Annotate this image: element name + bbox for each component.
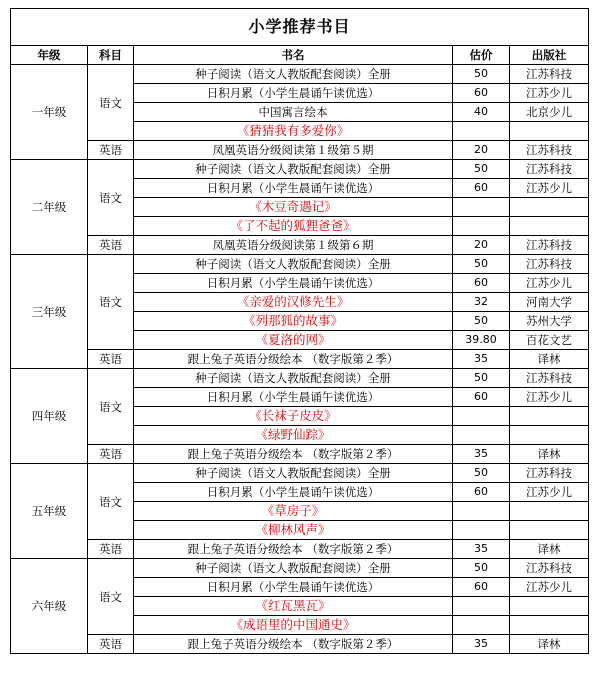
book-title-cell: 跟上兔子英语分级绘本 （数字版第２季） (134, 540, 453, 559)
publisher-cell: 江苏科技 (510, 559, 589, 578)
book-title-cell: 跟上兔子英语分级绘本 （数字版第２季） (134, 350, 453, 369)
book-title-cell: 凤凰英语分级阅读第１级第６期 (134, 236, 453, 255)
publisher-cell: 江苏少儿 (510, 84, 589, 103)
book-title-cell: 日积月累（小学生晨诵午读优选） (134, 388, 453, 407)
price-cell (453, 217, 510, 236)
book-title-cell: 《夏洛的网》 (134, 331, 453, 350)
subject-cell-english: 英语 (88, 540, 134, 559)
price-cell: 35 (453, 350, 510, 369)
recommended-books-table (10, 8, 589, 654)
publisher-cell (510, 521, 589, 540)
grade-cell: 二年级 (11, 160, 88, 255)
book-title-cell: 种子阅读（语文人教版配套阅读）全册 (134, 255, 453, 274)
publisher-cell: 百花文艺 (510, 331, 589, 350)
book-title-cell: 《成语里的中国通史》 (134, 616, 453, 635)
publisher-cell: 江苏科技 (510, 464, 589, 483)
grade-cell: 三年级 (11, 255, 88, 369)
price-cell: 39.80 (453, 331, 510, 350)
price-cell: 50 (453, 255, 510, 274)
book-title-cell: 跟上兔子英语分级绘本 （数字版第２季） (134, 635, 453, 654)
price-cell: 32 (453, 293, 510, 312)
grade-cell: 五年级 (11, 464, 88, 559)
book-title-cell: 中国寓言绘本 (134, 103, 453, 122)
book-title-cell: 日积月累（小学生晨诵午读优选） (134, 274, 453, 293)
publisher-cell: 译林 (510, 350, 589, 369)
book-title-cell: 《柳林风声》 (134, 521, 453, 540)
price-cell: 35 (453, 540, 510, 559)
book-title-cell: 种子阅读（语文人教版配套阅读）全册 (134, 559, 453, 578)
publisher-cell: 译林 (510, 445, 589, 464)
publisher-cell: 江苏少儿 (510, 388, 589, 407)
subject-cell-english: 英语 (88, 635, 134, 654)
price-cell: 60 (453, 274, 510, 293)
price-cell (453, 521, 510, 540)
subject-cell-chinese: 语文 (88, 160, 134, 236)
price-cell: 50 (453, 160, 510, 179)
book-title-cell: 日积月累（小学生晨诵午读优选） (134, 483, 453, 502)
price-cell: 50 (453, 369, 510, 388)
price-cell: 60 (453, 84, 510, 103)
book-title-cell: 《红瓦黑瓦》 (134, 597, 453, 616)
price-cell: 50 (453, 464, 510, 483)
price-cell: 50 (453, 559, 510, 578)
publisher-cell: 江苏少儿 (510, 179, 589, 198)
book-title-cell: 种子阅读（语文人教版配套阅读）全册 (134, 65, 453, 84)
publisher-cell: 江苏科技 (510, 65, 589, 84)
price-cell (453, 426, 510, 445)
book-title-cell: 《了不起的狐狸爸爸》 (134, 217, 453, 236)
subject-cell-english: 英语 (88, 236, 134, 255)
book-title-cell: 《猜猜我有多爱你》 (134, 122, 453, 141)
price-cell (453, 502, 510, 521)
table-row (11, 635, 589, 654)
publisher-cell (510, 616, 589, 635)
header-grade: 年级 (11, 46, 88, 65)
table-row (11, 236, 589, 255)
price-cell: 35 (453, 445, 510, 464)
book-title-cell: 跟上兔子英语分级绘本 （数字版第２季） (134, 445, 453, 464)
book-title-cell: 《列那狐的故事》 (134, 312, 453, 331)
price-cell: 20 (453, 236, 510, 255)
publisher-cell: 河南大学 (510, 293, 589, 312)
publisher-cell: 江苏科技 (510, 236, 589, 255)
price-cell (453, 198, 510, 217)
publisher-cell (510, 122, 589, 141)
price-cell (453, 597, 510, 616)
book-title-cell: 日积月累（小学生晨诵午读优选） (134, 84, 453, 103)
header-subject: 科目 (88, 46, 134, 65)
table-row (11, 369, 589, 388)
table-row (11, 350, 589, 369)
table-title: 小学推荐书目 (11, 9, 589, 46)
subject-cell-chinese: 语文 (88, 65, 134, 141)
book-title-cell: 日积月累（小学生晨诵午读优选） (134, 179, 453, 198)
table-row (11, 255, 589, 274)
subject-cell-chinese: 语文 (88, 464, 134, 540)
subject-cell-chinese: 语文 (88, 559, 134, 635)
book-title-cell: 《木豆奇遇记》 (134, 198, 453, 217)
price-cell: 60 (453, 483, 510, 502)
table-row (11, 540, 589, 559)
publisher-cell: 江苏科技 (510, 160, 589, 179)
book-title-cell: 种子阅读（语文人教版配套阅读）全册 (134, 160, 453, 179)
header-price: 估价 (453, 46, 510, 65)
table-row (11, 160, 589, 179)
publisher-cell (510, 407, 589, 426)
publisher-cell: 北京少儿 (510, 103, 589, 122)
publisher-cell: 江苏少儿 (510, 483, 589, 502)
book-title-cell: 凤凰英语分级阅读第１级第５期 (134, 141, 453, 160)
price-cell: 20 (453, 141, 510, 160)
price-cell: 60 (453, 388, 510, 407)
book-title-cell: 日积月累（小学生晨诵午读优选） (134, 578, 453, 597)
price-cell (453, 122, 510, 141)
publisher-cell: 江苏少儿 (510, 274, 589, 293)
publisher-cell: 江苏科技 (510, 141, 589, 160)
price-cell: 50 (453, 312, 510, 331)
header-book: 书名 (134, 46, 453, 65)
book-title-cell: 种子阅读（语文人教版配套阅读）全册 (134, 369, 453, 388)
publisher-cell (510, 426, 589, 445)
subject-cell-english: 英语 (88, 141, 134, 160)
header-publisher: 出版社 (510, 46, 589, 65)
subject-cell-english: 英语 (88, 445, 134, 464)
book-title-cell: 《亲爱的汉修先生》 (134, 293, 453, 312)
table-row (11, 445, 589, 464)
book-title-cell: 《草房子》 (134, 502, 453, 521)
publisher-cell: 江苏少儿 (510, 578, 589, 597)
publisher-cell (510, 217, 589, 236)
price-cell: 60 (453, 179, 510, 198)
book-title-cell: 种子阅读（语文人教版配套阅读）全册 (134, 464, 453, 483)
price-cell: 60 (453, 578, 510, 597)
grade-cell: 一年级 (11, 65, 88, 160)
price-cell (453, 616, 510, 635)
table-body (11, 65, 589, 654)
price-cell: 50 (453, 65, 510, 84)
publisher-cell: 苏州大学 (510, 312, 589, 331)
book-title-cell: 《长袜子皮皮》 (134, 407, 453, 426)
price-cell: 40 (453, 103, 510, 122)
subject-cell-chinese: 语文 (88, 369, 134, 445)
book-list-sheet (10, 8, 588, 654)
table-row (11, 464, 589, 483)
table-row (11, 141, 589, 160)
table-row (11, 65, 589, 84)
grade-cell: 六年级 (11, 559, 88, 654)
header-row (11, 46, 589, 65)
book-title-cell: 《绿野仙踪》 (134, 426, 453, 445)
publisher-cell (510, 502, 589, 521)
publisher-cell (510, 597, 589, 616)
subject-cell-chinese: 语文 (88, 255, 134, 350)
publisher-cell (510, 198, 589, 217)
table-row (11, 559, 589, 578)
publisher-cell: 译林 (510, 540, 589, 559)
price-cell: 35 (453, 635, 510, 654)
publisher-cell: 江苏科技 (510, 369, 589, 388)
grade-cell: 四年级 (11, 369, 88, 464)
subject-cell-english: 英语 (88, 350, 134, 369)
publisher-cell: 译林 (510, 635, 589, 654)
publisher-cell: 江苏科技 (510, 255, 589, 274)
price-cell (453, 407, 510, 426)
